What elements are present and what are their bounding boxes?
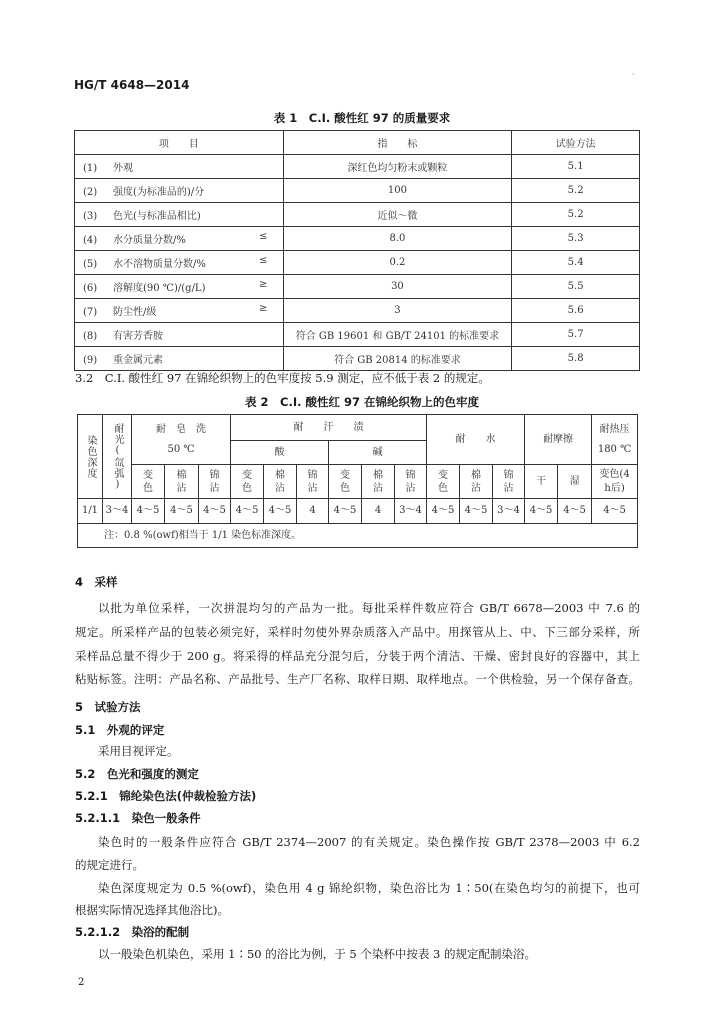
item-number: (7) <box>83 307 98 318</box>
header-sweat: 耐 汗 渍 <box>231 415 427 441</box>
subheader-label: 棉沾 <box>471 469 482 494</box>
comparison-sign: ≤ <box>259 231 268 242</box>
header-heat-press: 耐热压 <box>599 423 630 435</box>
subheader-cell <box>362 465 395 499</box>
subheader-label: 锦沾 <box>209 469 220 494</box>
subheader-label: 棉沾 <box>275 469 285 494</box>
page-number: 2 <box>78 977 85 988</box>
fastness-value: 4～5 <box>329 499 362 524</box>
item-name: 有害芳香胺 <box>113 331 163 342</box>
standard-code: HG/T 4648—2014 <box>74 78 190 92</box>
section-3-2: 3.2 C.I. 酸性红 97 在锦纶织物上的色牢度按 5.9 测定，应不低于表 2 的规定。 <box>75 371 490 385</box>
subheader-label: 锦沾 <box>405 469 416 494</box>
fastness-value: 1/1 <box>78 499 103 524</box>
header-alkali: 碱 <box>329 441 427 465</box>
item-number: (6) <box>83 283 98 294</box>
subheader-cell <box>460 465 493 499</box>
item-number: (1) <box>83 163 98 174</box>
subheader-cell <box>395 465 427 499</box>
fastness-value: 4～5 <box>264 499 297 524</box>
header-acid: 酸 <box>231 441 329 465</box>
indicator-cell: 100 <box>283 179 512 203</box>
subheader-heat: 变色(4 h后) <box>592 465 638 499</box>
fastness-value: 4～5 <box>231 499 264 524</box>
table-row <box>75 347 640 371</box>
table-row <box>75 299 640 323</box>
section-5-2-1-2-heading: 5.2.1.2 染浴的配制 <box>75 925 190 939</box>
header-soap-temp: 50 ℃ <box>167 443 195 455</box>
table-row <box>78 499 638 524</box>
item-name: 外观 <box>113 163 133 174</box>
table-row <box>75 227 640 251</box>
paragraph-line: 染色深度规定为 0.5 %(owf)，染色用 4 g 锦纶织物，染色浴比为 1∶50(在染色均匀的前提下，也可 <box>98 881 640 895</box>
subheader-cell <box>231 465 264 499</box>
item-cell <box>75 227 284 251</box>
table2-note: 注：0.8 %(owf)相当于 1/1 染色标准深度。 <box>78 524 638 548</box>
paragraph-line: 染色时的一般条件应符合 GB/T 2374—2007 的有关规定。染色操作按 GB/T 2378—2003 中 6.2 <box>98 835 640 849</box>
item-number: (4) <box>83 235 98 246</box>
fastness-value: 3～4 <box>493 499 525 524</box>
fastness-value: 4～5 <box>132 499 165 524</box>
header-light: 耐光(氙弧) <box>112 422 123 491</box>
method-cell: 5.7 <box>512 323 640 347</box>
fastness-value: 4～5 <box>460 499 493 524</box>
header-dye-depth: 染色深度 <box>85 434 96 479</box>
item-cell <box>75 179 284 203</box>
indicator-cell: 30 <box>283 275 512 299</box>
item-number: (3) <box>83 211 98 222</box>
paragraph-line: 以一般染色机染色，采用 1∶50 的浴比为例，于 5 个染杯中按表 3 的规定配制染浴。 <box>98 947 537 961</box>
subheader-cell <box>525 465 558 499</box>
header-item: 项 目 <box>75 131 284 155</box>
table2-title: 表 2 C.I. 酸性红 97 在锦纶织物上的色牢度 <box>245 395 479 409</box>
paragraph-line: 根据实际情况选择其他浴比)。 <box>75 903 229 917</box>
fastness-value: 4～5 <box>427 499 460 524</box>
section-5-heading: 5 试验方法 <box>75 700 141 714</box>
indicator-cell: 符合 GB 20814 的标准要求 <box>283 347 512 371</box>
item-number: (5) <box>83 259 98 270</box>
method-cell: 5.4 <box>512 251 640 275</box>
fastness-value: 4～5 <box>199 499 231 524</box>
item-cell <box>75 323 284 347</box>
table-header-row <box>75 131 640 155</box>
item-cell <box>75 275 284 299</box>
indicator-cell: 近似～微 <box>283 203 512 227</box>
table1-title: 表 1 C.I. 酸性红 97 的质量要求 <box>273 111 451 125</box>
section-5-1-heading: 5.1 外观的评定 <box>75 723 165 737</box>
table-row <box>75 155 640 179</box>
comparison-sign: ≥ <box>259 303 268 314</box>
method-cell: 5.2 <box>512 179 640 203</box>
header-method: 试验方法 <box>512 131 640 155</box>
item-name: 水分质量分数/% <box>113 235 186 246</box>
item-cell <box>75 299 284 323</box>
quality-requirements-table <box>74 130 640 371</box>
header-soap: 耐 皂 洗 <box>156 423 206 435</box>
fastness-value: 4～5 <box>592 499 638 524</box>
paragraph-line: 采用目视评定。 <box>98 744 179 758</box>
fastness-value: 3～4 <box>103 499 132 524</box>
table-row <box>75 275 640 299</box>
indicator-cell: 深红色均匀粉末或颗粒 <box>283 155 512 179</box>
header-indicator: 指 标 <box>283 131 512 155</box>
item-cell <box>75 347 284 371</box>
header-rubbing: 耐摩擦 <box>525 415 592 465</box>
fastness-value: 4 <box>297 499 329 524</box>
item-number: (9) <box>83 355 98 366</box>
method-cell: 5.8 <box>512 347 640 371</box>
subheader-cell <box>493 465 525 499</box>
subheader-label: 棉沾 <box>373 469 383 494</box>
subheader-cell <box>297 465 329 499</box>
method-cell: 5.6 <box>512 299 640 323</box>
subheader-label: 变色 <box>438 469 449 494</box>
item-number: (2) <box>83 187 98 198</box>
item-name: 强度(为标准品的)/分 <box>113 187 205 198</box>
color-fastness-table <box>77 414 638 548</box>
paragraph-line: 采样品总量不得少于 200 g。将采得的样品充分混匀后，分装于两个清洁、干燥、密封良好的容器中，其上 <box>75 649 640 663</box>
fastness-value: 4～5 <box>558 499 592 524</box>
indicator-cell: 8.0 <box>283 227 512 251</box>
item-name: 水不溶物质量分数/% <box>113 259 206 270</box>
paragraph-line: 粘贴标签。注明：产品名称、产品批号、生产厂名称、取样日期、取样地点。一个供检验，另一个保存备查。 <box>75 672 640 686</box>
subheader-cell <box>329 465 362 499</box>
header-heat-temp: 180 ℃ <box>597 443 632 455</box>
scan-speck: · <box>632 70 635 79</box>
subheader-label: 变色 <box>143 469 153 494</box>
method-cell: 5.2 <box>512 203 640 227</box>
table-row <box>75 203 640 227</box>
subheader-cell <box>199 465 231 499</box>
section-5-2-1-heading: 5.2.1 锦纶染色法(仲裁检验方法) <box>75 789 257 803</box>
comparison-sign: ≥ <box>259 279 268 290</box>
item-number: (8) <box>83 331 98 342</box>
comparison-sign: ≤ <box>259 255 268 266</box>
section-5-2-1-1-heading: 5.2.1.1 染色一般条件 <box>75 811 201 825</box>
subheader-label: 锦沾 <box>307 469 318 494</box>
paragraph-line: 以批为单位采样，一次拼混均匀的产品为一批。每批采样件数应符合 GB/T 6678—2003 中 7.6 的 <box>98 601 640 615</box>
section-4-heading: 4 采样 <box>75 575 118 589</box>
item-cell <box>75 203 284 227</box>
subheader-cell <box>165 465 199 499</box>
subheader-label: 锦沾 <box>503 469 514 494</box>
header-water: 耐 水 <box>427 415 525 465</box>
item-cell <box>75 155 284 179</box>
subheader-label: 棉沾 <box>176 469 187 494</box>
indicator-cell: 符合 GB 19601 和 GB/T 24101 的标准要求 <box>283 323 512 347</box>
method-cell: 5.1 <box>512 155 640 179</box>
paragraph-line: 规定。所采样产品的包装必须完好，采样时勿使外界杂质落入产品中。用探管从上、中、下三部分采样，所 <box>75 625 640 639</box>
fastness-value: 3～4 <box>395 499 427 524</box>
indicator-cell: 3 <box>283 299 512 323</box>
method-cell: 5.3 <box>512 227 640 251</box>
item-name: 色光(与标准品相比) <box>113 211 201 222</box>
fastness-value: 4～5 <box>165 499 199 524</box>
table-row <box>75 251 640 275</box>
subheader-label: 干 <box>536 475 547 487</box>
subheader-cell <box>427 465 460 499</box>
table-row <box>75 179 640 203</box>
item-name: 溶解度(90 ℃)/(g/L) <box>113 283 206 294</box>
item-cell <box>75 251 284 275</box>
table-row <box>75 323 640 347</box>
paragraph-line: 的规定进行。 <box>75 858 144 872</box>
method-cell: 5.5 <box>512 275 640 299</box>
fastness-value: 4～5 <box>525 499 558 524</box>
subheader-label: 变色 <box>242 469 252 494</box>
item-name: 重金属元素 <box>113 355 163 366</box>
subheader-label: 变色 <box>340 469 350 494</box>
subheader-cell <box>558 465 592 499</box>
subheader-cell <box>264 465 297 499</box>
fastness-value: 4 <box>362 499 395 524</box>
subheader-cell <box>132 465 165 499</box>
subheader-label: 湿 <box>569 475 580 487</box>
item-name: 防尘性/级 <box>113 307 157 318</box>
section-5-2-heading: 5.2 色光和强度的测定 <box>75 767 199 781</box>
indicator-cell: 0.2 <box>283 251 512 275</box>
